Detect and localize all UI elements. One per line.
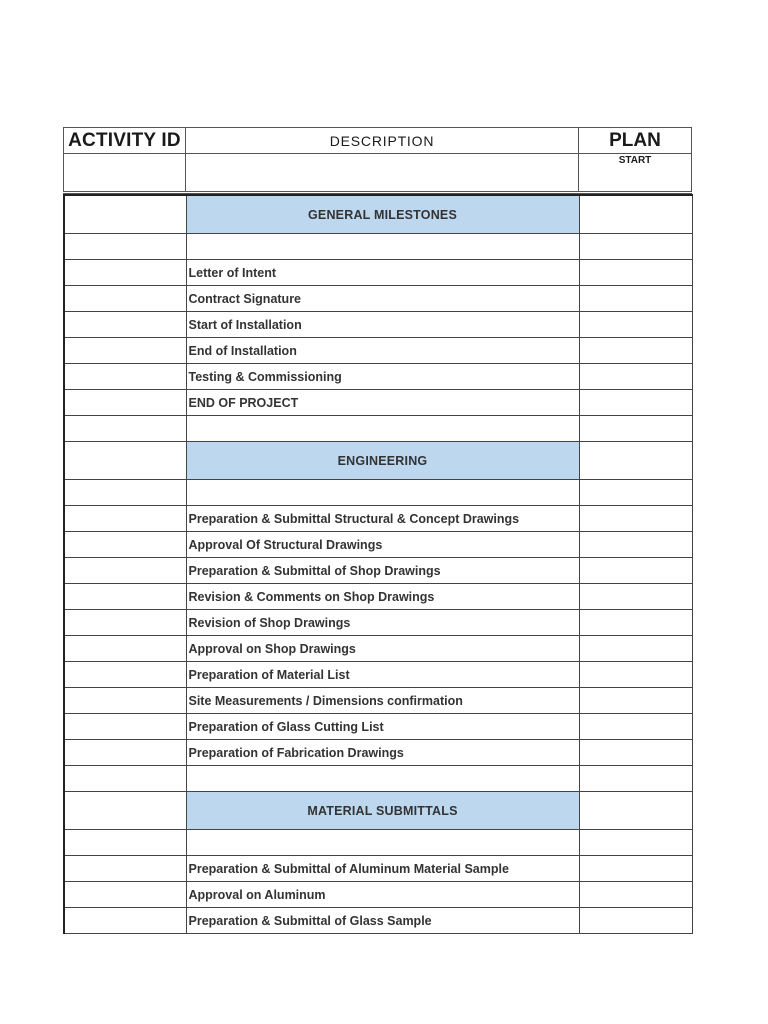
description-cell[interactable]: Site Measurements / Dimensions confirmation: [186, 688, 579, 714]
plan-start-cell[interactable]: [579, 506, 692, 532]
table-row: [64, 260, 692, 286]
table-row: [64, 636, 692, 662]
activity-id-cell[interactable]: [64, 442, 186, 480]
description-cell[interactable]: END OF PROJECT: [186, 390, 579, 416]
activity-id-cell[interactable]: [64, 558, 186, 584]
description-cell[interactable]: Preparation of Fabrication Drawings: [186, 740, 579, 766]
table-row: [64, 584, 692, 610]
activity-id-cell[interactable]: [64, 882, 186, 908]
plan-start-cell[interactable]: [579, 856, 692, 882]
activity-id-cell[interactable]: [64, 480, 186, 506]
description-cell[interactable]: Approval on Aluminum: [186, 882, 579, 908]
plan-start-cell[interactable]: [579, 882, 692, 908]
plan-start-cell[interactable]: [579, 558, 692, 584]
plan-start-cell[interactable]: [579, 312, 692, 338]
activity-id-cell[interactable]: [64, 416, 186, 442]
description-header: DESCRIPTION: [186, 128, 579, 154]
activity-id-cell[interactable]: [64, 390, 186, 416]
blank-row: [64, 234, 692, 260]
activity-id-cell[interactable]: [64, 830, 186, 856]
table-row: [64, 856, 692, 882]
table-row: [64, 506, 692, 532]
description-cell[interactable]: Preparation of Glass Cutting List: [186, 714, 579, 740]
activity-id-cell[interactable]: [64, 636, 186, 662]
table-row: [64, 688, 692, 714]
table-row: [64, 532, 692, 558]
plan-start-cell[interactable]: [579, 286, 692, 312]
table-row: [64, 714, 692, 740]
plan-start-cell[interactable]: [579, 908, 692, 934]
activity-id-cell[interactable]: [64, 584, 186, 610]
activity-id-cell[interactable]: [64, 662, 186, 688]
description-cell[interactable]: Testing & Commissioning: [186, 364, 579, 390]
table-row: [64, 610, 692, 636]
activity-id-cell[interactable]: [64, 338, 186, 364]
table-row: [64, 558, 692, 584]
table-row: [64, 882, 692, 908]
description-cell[interactable]: [186, 830, 579, 856]
activity-id-cell[interactable]: [64, 234, 186, 260]
plan-start-cell[interactable]: [579, 662, 692, 688]
activity-id-cell[interactable]: [64, 312, 186, 338]
header-row: [64, 128, 692, 154]
description-cell[interactable]: Contract Signature: [186, 286, 579, 312]
description-cell[interactable]: Revision of Shop Drawings: [186, 610, 579, 636]
description-cell[interactable]: Preparation & Submittal Structural & Concept Drawings: [186, 506, 579, 532]
plan-start-cell[interactable]: [579, 364, 692, 390]
plan-start-cell[interactable]: [579, 416, 692, 442]
section-row: [64, 442, 692, 480]
activity-id-cell[interactable]: [64, 364, 186, 390]
table-row: [64, 338, 692, 364]
section-title[interactable]: MATERIAL SUBMITTALS: [186, 792, 579, 830]
description-cell[interactable]: Preparation & Submittal of Glass Sample: [186, 908, 579, 934]
activity-id-cell[interactable]: [64, 908, 186, 934]
header-table: [63, 127, 692, 194]
plan-start-cell[interactable]: [579, 766, 692, 792]
description-cell[interactable]: Approval Of Structural Drawings: [186, 532, 579, 558]
description-cell[interactable]: [186, 416, 579, 442]
section-title[interactable]: GENERAL MILESTONES: [186, 195, 579, 234]
table-row: [64, 908, 692, 934]
plan-start-cell[interactable]: [579, 338, 692, 364]
blank-row: [64, 416, 692, 442]
description-cell[interactable]: Approval on Shop Drawings: [186, 636, 579, 662]
section-title[interactable]: ENGINEERING: [186, 442, 579, 480]
plan-start-cell[interactable]: [579, 830, 692, 856]
table-row: [64, 286, 692, 312]
plan-start-cell[interactable]: [579, 234, 692, 260]
activity-id-cell[interactable]: [64, 532, 186, 558]
activity-id-cell[interactable]: [64, 766, 186, 792]
description-cell[interactable]: [186, 480, 579, 506]
description-cell[interactable]: Preparation & Submittal of Shop Drawings: [186, 558, 579, 584]
plan-header: PLAN: [579, 128, 692, 154]
activity-id-cell[interactable]: [64, 714, 186, 740]
table-row: [64, 740, 692, 766]
plan-start-cell[interactable]: [579, 260, 692, 286]
schedule-sheet: [63, 127, 691, 934]
activity-id-header: ACTIVITY ID: [64, 128, 186, 154]
table-row: [64, 312, 692, 338]
description-cell[interactable]: Start of Installation: [186, 312, 579, 338]
description-cell[interactable]: [186, 766, 579, 792]
activity-rows: [64, 195, 692, 934]
plan-start-cell[interactable]: [579, 195, 692, 234]
plan-start-cell[interactable]: [579, 714, 692, 740]
plan-start-cell[interactable]: [579, 442, 692, 480]
plan-start-cell[interactable]: [579, 688, 692, 714]
section-row: [64, 792, 692, 830]
description-subheader-cell[interactable]: [186, 154, 579, 193]
table-row: [64, 364, 692, 390]
description-cell[interactable]: Letter of Intent: [186, 260, 579, 286]
table-row: [64, 662, 692, 688]
plan-start-cell[interactable]: [579, 792, 692, 830]
activity-id-cell[interactable]: [64, 740, 186, 766]
plan-start-cell[interactable]: [579, 480, 692, 506]
plan-start-cell[interactable]: [579, 584, 692, 610]
activity-id-cell[interactable]: [64, 260, 186, 286]
activity-id-cell[interactable]: [64, 856, 186, 882]
activity-id-cell[interactable]: [64, 792, 186, 830]
plan-start-cell[interactable]: [579, 740, 692, 766]
start-subheader: START: [579, 154, 692, 193]
subheader-row: [64, 154, 692, 193]
description-cell[interactable]: Revision & Comments on Shop Drawings: [186, 584, 579, 610]
blank-row: [64, 830, 692, 856]
activity-id-cell[interactable]: [64, 506, 186, 532]
activity-table: [63, 194, 693, 934]
description-cell[interactable]: Preparation & Submittal of Aluminum Material Sample: [186, 856, 579, 882]
activity-id-subheader-cell[interactable]: [64, 154, 186, 193]
plan-start-cell[interactable]: [579, 532, 692, 558]
activity-id-cell[interactable]: [64, 610, 186, 636]
section-row: [64, 195, 692, 234]
activity-id-cell[interactable]: [64, 286, 186, 312]
activity-id-cell[interactable]: [64, 688, 186, 714]
description-cell[interactable]: End of Installation: [186, 338, 579, 364]
description-cell[interactable]: Preparation of Material List: [186, 662, 579, 688]
description-cell[interactable]: [186, 234, 579, 260]
blank-row: [64, 766, 692, 792]
plan-start-cell[interactable]: [579, 610, 692, 636]
plan-start-cell[interactable]: [579, 636, 692, 662]
blank-row: [64, 480, 692, 506]
table-row: [64, 390, 692, 416]
activity-id-cell[interactable]: [64, 195, 186, 234]
plan-start-cell[interactable]: [579, 390, 692, 416]
